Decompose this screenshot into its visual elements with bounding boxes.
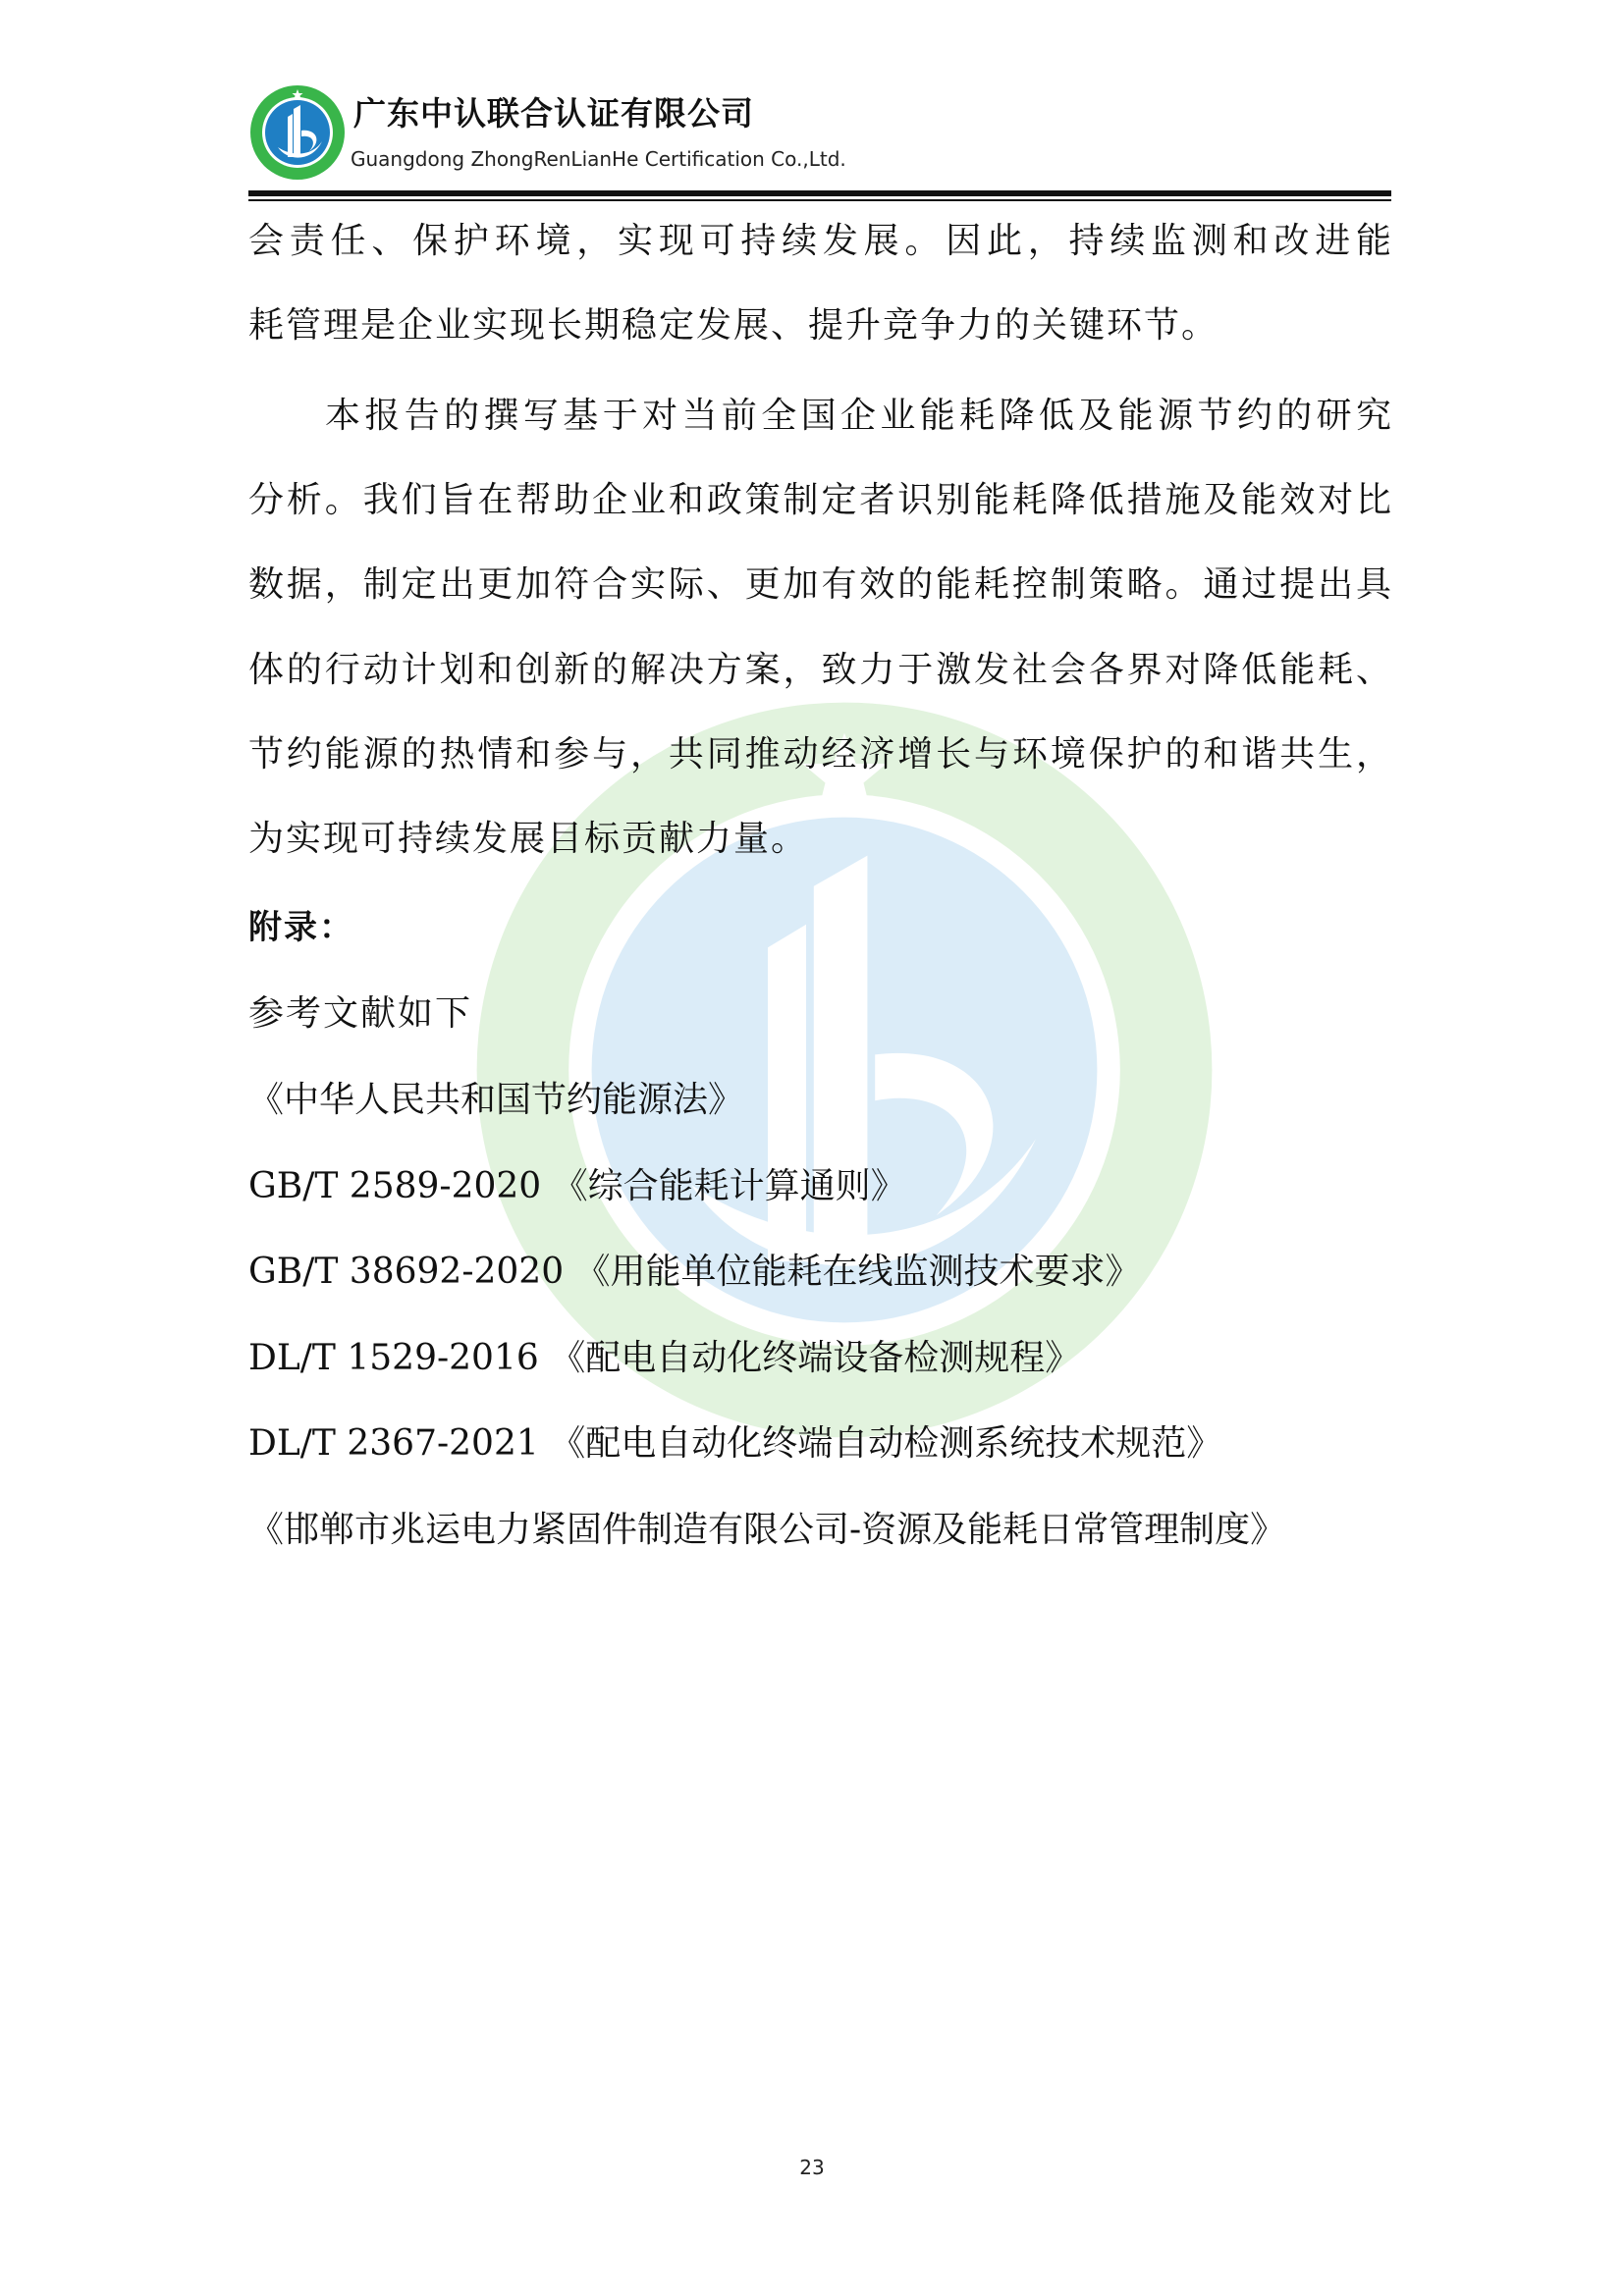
reference-item: 《邯郸市兆运电力紧固件制造有限公司-资源及能耗日常管理制度》 [248,1510,1286,1550]
reference-item: DL/T 1529-2016 《配电自动化终端设备检测规程》 [248,1338,1081,1378]
appendix-heading: 附录： [248,908,354,947]
paragraph-line: 会责任、保护环境，实现可持续发展。因此，持续监测和改进能 [248,221,1391,261]
page-number: 23 [799,2156,825,2179]
company-name-chinese: 广东中认联合认证有限公司 [353,94,754,133]
header-rule-thin [248,199,1391,201]
company-name-english: Guangdong ZhongRenLianHe Certification Co.,Ltd. [351,147,846,171]
reference-item: 《中华人民共和国节约能源法》 [248,1080,744,1120]
paragraph-line: 体的行动计划和创新的解决方案，致力于激发社会各界对降低能耗、 [248,650,1391,690]
paragraph-line: 本报告的撰写基于对当前全国企业能耗降低及能源节约的研究 [325,396,1391,436]
reference-item: GB/T 2589-2020 《综合能耗计算通则》 [248,1166,906,1206]
paragraph-line: 耗管理是企业实现长期稳定发展、提升竞争力的关键环节。 [248,305,1219,346]
references-intro: 参考文献如下 [248,993,473,1034]
paragraph-line: 为实现可持续发展目标贡献力量。 [248,819,809,859]
paragraph-line: 数据，制定出更加符合实际、更加有效的能耗控制策略。通过提出具 [248,564,1391,605]
paragraph-line: 节约能源的热情和参与，共同推动经济增长与环境保护的和谐共生， [248,734,1391,774]
reference-item: DL/T 2367-2021 《配电自动化终端自动检测系统技术规范》 [248,1423,1222,1464]
paragraph-line: 分析。我们旨在帮助企业和政策制定者识别能耗降低措施及能效对比 [248,480,1391,520]
header-rule-thick [248,190,1391,196]
company-logo-icon [248,83,347,182]
reference-item: GB/T 38692-2020 《用能单位能耗在线监测技术要求》 [248,1252,1141,1292]
